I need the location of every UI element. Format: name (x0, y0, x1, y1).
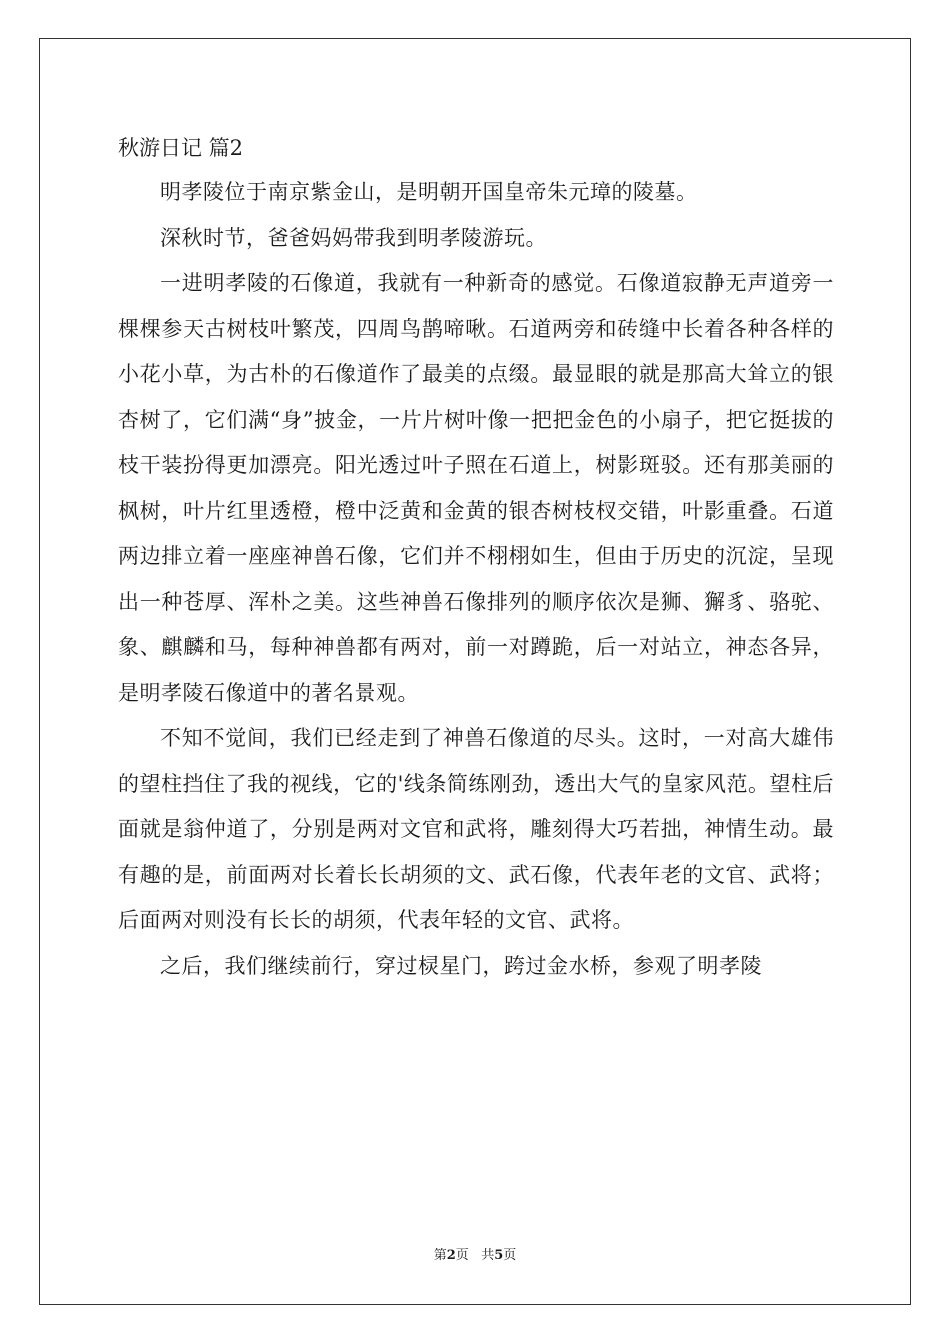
footer-page-unit: 页 (455, 1248, 469, 1263)
footer-total-prefix: 共 (481, 1248, 495, 1263)
footer-page-total: 5 (494, 1248, 504, 1263)
document-body (118, 126, 834, 989)
paragraph: 明孝陵位于南京紫金山，是明朝开国皇帝朱元璋的陵墓。 (160, 180, 698, 204)
paragraph: 深秋时节，爸爸妈妈带我到明孝陵游玩。 (160, 225, 547, 250)
paragraph: 一进明孝陵的石像道，我就有一种新奇的感觉。石像道寂静无声道旁一棵棵参天古树枝叶繁茂，四周鸟鹊啼啾。石道两旁和砖缝中长着各种各样的小花小草，为古朴的石像道作了最美的点缀。最显眼的就是那高大耸立的银杏树了，它们满“身”披金，一片片树叶像一把把金色的小扇子，把它挺拔的枝干装扮得更加漂亮。阳光透过叶子照在石道上，树影斑驳。还有那美丽的枫树，叶片红里透橙，橙中泛黄和金黄的银杏树枝杈交错，叶影重叠。石道两边排立着一座座神兽石像，它们并不栩栩如生，但由于历史的沉淀，呈现出一种苍厚、浑朴之美。这些神兽石像排列的顺序依次是狮、獬豸、骆驼、象、麒麟和马，每种神兽都有两对，前一对蹲跪，后一对站立，神态各异，是明孝陵石像道中的著名景观。 (118, 271, 834, 705)
footer-page-current: 2 (446, 1248, 456, 1263)
paragraph: 之后，我们继续前行，穿过棂星门，跨过金水桥，参观了明孝陵 (160, 953, 762, 978)
footer-total-unit: 页 (503, 1248, 517, 1263)
document-title: 秋游日记 篇2 (118, 136, 244, 160)
paragraph: 不知不觉间，我们已经走到了神兽石像道的尽头。这时，一对高大雄伟的望柱挡住了我的视线，它的'线条简练刚劲，透出大气的皇家风范。望柱后面就是翁仲道了，分别是两对文官和武将，雕刻得大巧若拙，神情生动。最有趣的是，前面两对长着长长胡须的文、武石像，代表年老的文官、武将；后面两对则没有长长的胡须，代表年轻的文官、武将。 (118, 726, 834, 932)
footer-page-prefix: 第 (433, 1248, 447, 1263)
page-footer (0, 1246, 950, 1266)
